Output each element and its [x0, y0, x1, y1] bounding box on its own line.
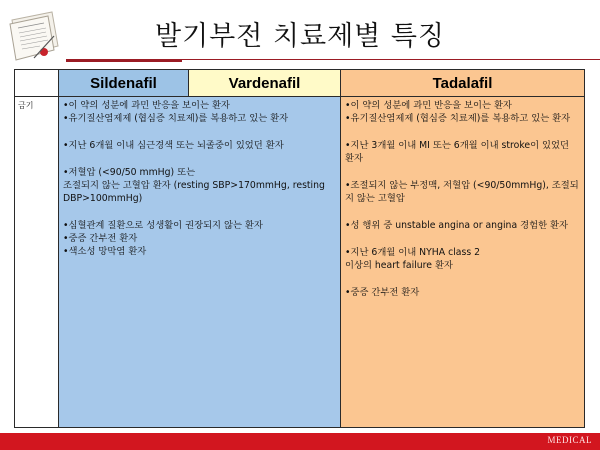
- table-header-row: [15, 70, 585, 97]
- slide-title: 발기부전 치료제별 특징: [155, 21, 445, 52]
- list-item: •저혈압 (<90/50 mmHg) 또는: [63, 167, 196, 178]
- title-accent-bar: [66, 59, 182, 62]
- list-item: •유기질산염제제 (협심증 치료제)를 복용하고 있는 환자: [345, 113, 571, 124]
- footer-label: MEDICAL: [547, 435, 592, 445]
- list-item: •지난 6개월 이내 심근경색 또는 뇌졸중이 있었던 환자: [63, 140, 284, 151]
- list-item: •유기질산염제제 (협심증 치료제)를 복용하고 있는 환자: [63, 113, 289, 124]
- row-label: 금기: [18, 101, 34, 110]
- list-item: •심혈관계 질환으로 성생활이 권장되지 않는 환자: [63, 220, 263, 231]
- footer-bar: [0, 433, 600, 450]
- row-label-cell: [15, 97, 59, 428]
- table-row: [15, 97, 585, 428]
- list-item: 이상의 heart failure 환자: [345, 260, 453, 271]
- list-item: •성 행위 중 unstable angina or angina 경험한 환자: [345, 220, 568, 231]
- list-item: •중증 간부전 환자: [345, 287, 420, 298]
- list-item: •색소성 망막염 환자: [63, 246, 147, 257]
- title-divider: [182, 59, 600, 60]
- list-item: •이 약의 성분에 과민 반응을 보이는 환자: [63, 100, 230, 111]
- list-item: •지난 6개월 이내 NYHA class 2: [345, 247, 481, 258]
- header-cell-empty: [15, 70, 59, 97]
- header-cell-vardenafil: Vardenafil: [189, 70, 341, 97]
- list-item: •중증 간부전 환자: [63, 233, 138, 244]
- comparison-table-container: [14, 69, 584, 428]
- header-cell-sildenafil: Sildenafil: [59, 70, 189, 97]
- tadalafil-cell: [341, 97, 585, 428]
- list-item: •조절되지 않는 부정맥, 저혈압 (<90/50mmHg), 조절되지 않는 고혈압: [345, 180, 579, 204]
- list-item: 조절되지 않는 고혈압 환자 (resting SBP>170mmHg, resting DBP>100mmHg): [63, 180, 325, 204]
- header-cell-tadalafil: Tadalafil: [341, 70, 585, 97]
- sildenafil-vardenafil-cell: [59, 97, 341, 428]
- list-item: •지난 3개월 이내 MI 또는 6개월 이내 stroke이 있었던 환자: [345, 140, 569, 164]
- comparison-table: [14, 69, 585, 428]
- list-item: •이 약의 성분에 과민 반응을 보이는 환자: [345, 100, 512, 111]
